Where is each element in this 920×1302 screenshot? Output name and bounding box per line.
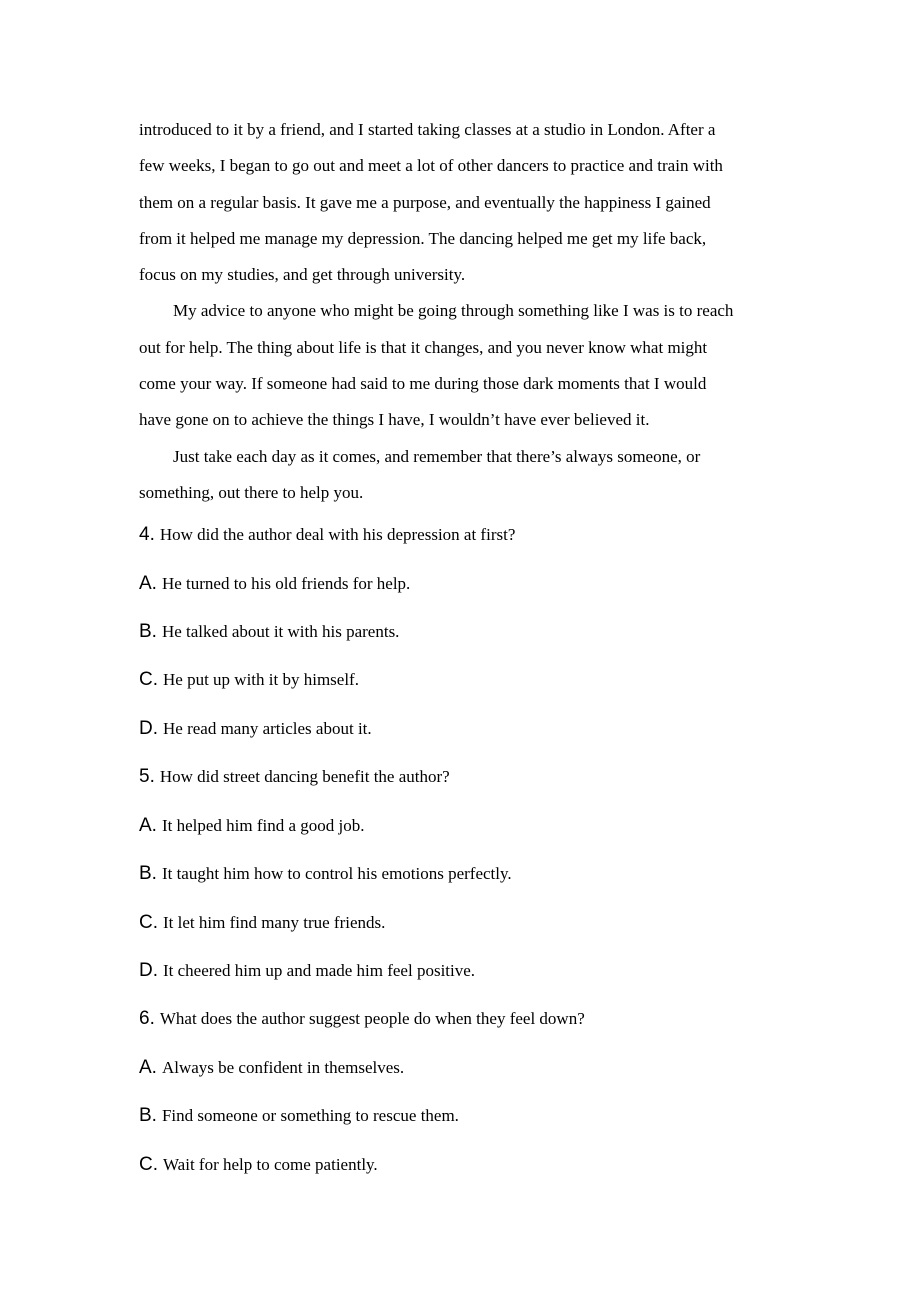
option-text: It let him find many true friends. [163,912,386,932]
question-number: 6. [139,1008,155,1030]
question-text: How did street dancing benefit the author? [159,767,450,787]
option-line [139,947,830,995]
passage-line: out for help. The thing about life is that it changes, and you never know what might [139,337,708,357]
option-text: It cheered him up and made him feel positive. [163,960,476,980]
passage-line: Just take each day as it comes, and remember that there’s always someone, or [173,446,701,466]
option-text: Always be confident in themselves. [161,1057,405,1077]
option-line [139,608,830,656]
questions-section [139,511,830,1189]
question-line [139,753,830,801]
option-letter: C. [139,1153,158,1175]
option-line [139,705,830,753]
question-line [139,995,830,1043]
question-number: 5. [139,766,155,788]
option-text: He read many articles about it. [163,718,372,738]
option-text: Find someone or something to rescue them. [161,1106,459,1126]
option-letter: D. [139,717,158,739]
option-line [139,656,830,704]
option-text: He put up with it by himself. [163,670,359,690]
option-line [139,1141,830,1189]
option-letter: B. [139,863,157,885]
option-letter: A. [139,1056,157,1078]
option-letter: A. [139,814,157,836]
passage-line: focus on my studies, and get through university. [139,265,466,285]
question-number: 4. [139,524,155,546]
passage-line: My advice to anyone who might be going through something like I was is to reach [173,301,734,321]
passage-line: something, out there to help you. [139,482,364,502]
passage-line: come your way. If someone had said to me during those dark moments that I would [139,374,707,394]
passage-line: have gone on to achieve the things I have, I wouldn’t have ever believed it. [139,410,650,430]
option-letter: C. [139,669,158,691]
option-line [139,802,830,850]
option-letter: A. [139,572,157,594]
question-text: How did the author deal with his depression at first? [159,525,516,545]
option-text: He talked about it with his parents. [161,622,400,642]
option-letter: B. [139,621,157,643]
passage-line: introduced to it by a friend, and I started taking classes at a studio in London. After a [139,120,716,139]
reading-passage [139,112,830,511]
option-text: He turned to his old friends for help. [161,573,411,593]
option-line [139,560,830,608]
passage-line: them on a regular basis. It gave me a purpose, and eventually the happiness I gained [139,192,711,212]
option-line [139,1044,830,1092]
passage-line: from it helped me manage my depression. The dancing helped me get my life back, [139,228,707,248]
option-line [139,850,830,898]
option-text: It helped him find a good job. [161,815,365,835]
question-line [139,511,830,559]
option-letter: C. [139,911,158,933]
passage-line: few weeks, I began to go out and meet a lot of other dancers to practice and train with [139,156,723,176]
option-line [139,899,830,947]
option-letter: D. [139,959,158,981]
option-letter: B. [139,1105,157,1127]
option-line [139,1092,830,1140]
option-text: It taught him how to control his emotions perfectly. [161,864,512,884]
question-text: What does the author suggest people do when they feel down? [159,1009,585,1029]
option-text: Wait for help to come patiently. [163,1154,378,1174]
